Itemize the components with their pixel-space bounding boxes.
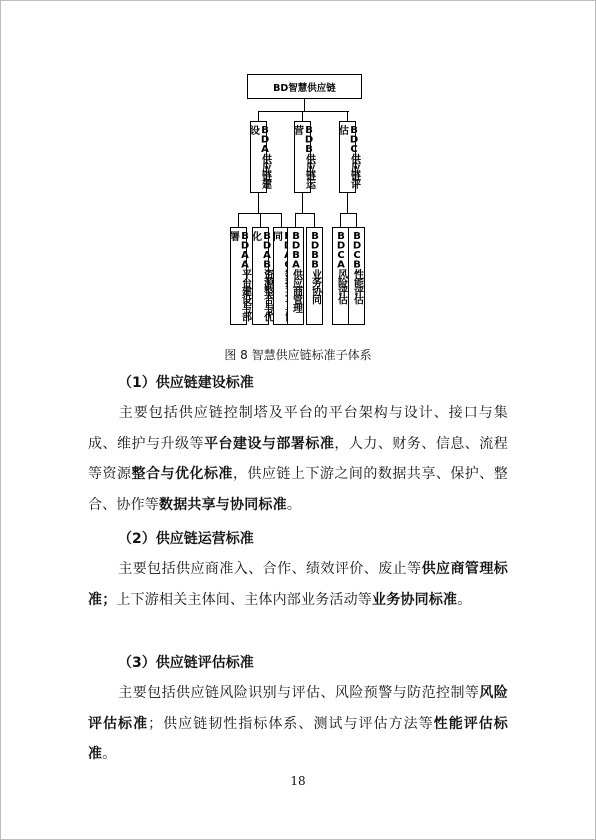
connector [281,213,282,227]
connector [258,111,259,121]
diagram-leaf-bdaa: BDAA平台建设与部署 [230,227,247,325]
diagram-node-bda: BDA供应链建设 [250,121,267,193]
section-heading-evaluation: （3）供应链评估标准 [118,655,254,671]
section-heading-construction: （1）供应链建设标准 [118,375,254,391]
connector [260,213,261,227]
diagram-leaf-bdca: BDCA风险评估 [332,227,349,325]
standard-subsystem-diagram [0,0,596,340]
connector [356,213,357,227]
connector [347,111,348,121]
diagram-leaf-bdcb: BDCB性能评估 [348,227,365,325]
connector [314,213,315,227]
diagram-node-bdb: BDB供应链运营 [294,121,311,193]
diagram-leaf-bdac: 同 [273,227,290,325]
diagram-node-bdc: BDC供应链评估 [339,121,356,193]
section-heading-operation: （2）供应链运营标准 [118,531,254,547]
diagram-leaf-bdba: BDBA供应商管理 [287,227,304,325]
diagram-root-node: BD智慧供应链 [247,74,362,99]
connector [304,99,305,111]
section-paragraph-evaluation: 主要包括供应链风险识别与评估、风险预警与防范控制等风险评估标准；供应链韧性指标体系、测试与评估方法等性能评估标准。 [88,685,509,762]
connector [347,193,348,213]
connector [340,213,341,227]
connector [258,193,259,213]
connector [340,213,357,214]
figure-caption: 图 8 智慧供应链标准子体系 [224,348,372,362]
section-paragraph-construction: 主要包括供应链控制塔及平台的平台架构与设计、接口与集成、维护与升级等平台建设与部署标准，人力、财务、信息、流程等资源整合与优化标准，供应链上下游之间的数据共享、保护、整合、协作等数据共享与协同标准。 [88,405,508,513]
diagram-leaf-bdab: BDAB资源整合与优化 [252,227,269,325]
connector [302,111,303,121]
section-paragraph-operation: 主要包括供应商准入、合作、绩效评价、废止等供应商管理标准；上下游相关主体间、主体内部业务活动等业务协同标准。 [88,561,508,608]
connector [238,213,239,227]
page-number: 18 [290,774,306,788]
diagram-leaf-bdbb: BDBB业务协同 [306,227,323,325]
connector [295,213,296,227]
connector [295,213,315,214]
connector [258,111,349,112]
connector [302,193,303,213]
